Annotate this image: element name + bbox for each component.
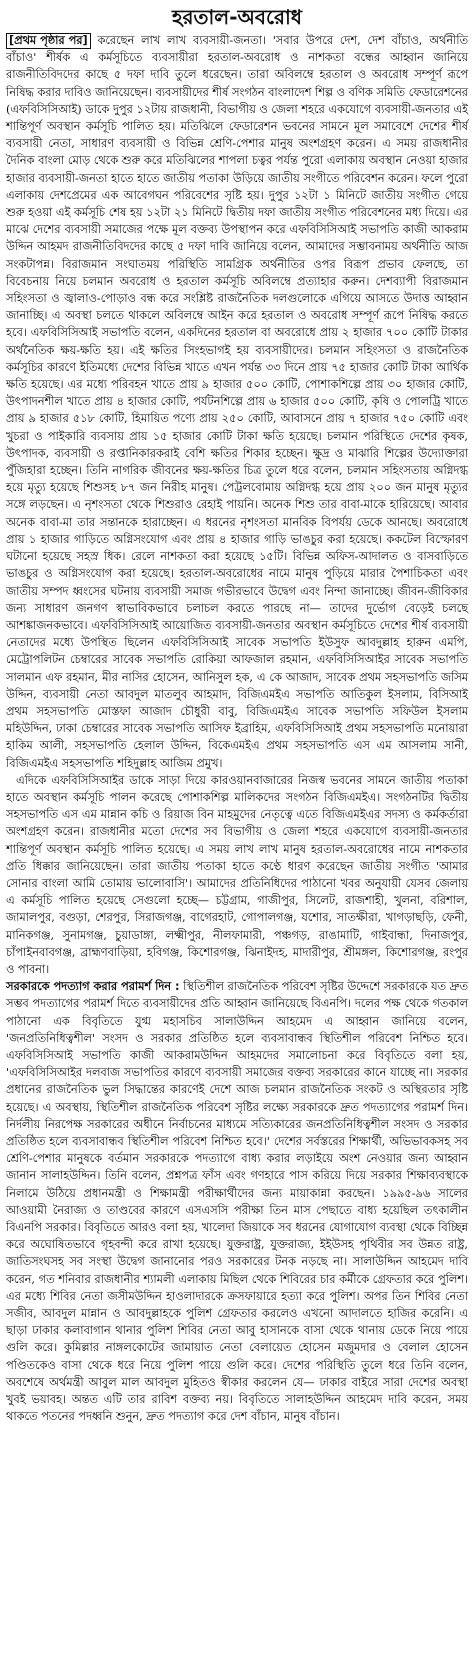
continued-from-front-page-tag: [প্রথম পৃষ্ঠার পর] [6, 33, 91, 49]
paragraph-1-text: করেছেন লাখ লাখ ব্যবসায়ী-জনতা। 'সবার উপরে দেশ, দেশ বাঁচাও, অর্থনীতি বাঁচাও' শীর্ষক এ কর্মসূচিতে ব্যবসায়ীরা হরতাল-অবরোধ ও নাশকতা বন্ধের আহ্বান জানিয়ে রাজনীতিবিদদের কাছে ৫ দফা দাবি তুলে ধরেছেন। তারা অবিলম্বে হরতাল ও অবরোধ সম্পূর্ণ রূপে নিষিদ্ধ করার দাবিও জানিয়েছেন। ব্যবসায়ীদের শীর্ষ সংগঠন বাংলাদেশ শিল্প ও বণিক সমিতি ফেডারেশনের (এফবিসিসিআই) ডাকে দুপুর ১২টায় রাজধানী, বিভাগীয় ও জেলা শহরে একযোগে ব্যবসায়ী-জনতার এই শান্তিপূর্ণ অবস্থান কর্মসূচি পালিত হয়। মতিঝিলে ফেডারেশন ভবনের সামনে মূল সমাবেশে দেশের শীর্ষ ব্যবসায়ী নেতা, সাধারণ ব্যবসায়ী ও বিভিন্ন শ্রেণি-পেশার মানুষ অংশগ্রহণ করেন। এ সময় রাজধানীর দৈনিক বাংলা মোড় থেকে শুরু করে মতিঝিলের শাপলা চত্বর পর্যন্ত পুরো এলাকায় অবস্থান নেওয়া হাজার হাজার ব্যবসায়ী-জনতা হাতে হাতে জাতীয় পতাকা উড়িয়ে জাতীয় সংগীতে পরিবেশন করেন। ফলে পুরো এলাকায় দেশপ্রেমের এক আবেগঘন পরিবেশের সৃষ্টি হয়। দুপুর ১২টা ১ মিনিটে জাতীয় সংগীত গেয়ে শুরু হওয়া এই কর্মসূচি শেষ হয় ১২টা ২১ মিনিটে দ্বিতীয় দফা জাতীয় সংগীত পরিবেশনের মধ্য দিয়ে। এর মাঝে দেশের ব্যবসায়ী সমাজের পক্ষে মূল বক্তব্য উপস্থাপন করে এফবিসিসিআই সভাপতি কাজী আকরাম উদ্দিন আহমদ রাজনীতিবিদদের কাছে ৫ দফা দাবি জানিয়ে বলেন, আমাদের সম্ভাবনাময় অর্থনীতি আজ সংকটাপন্ন। বিরাজমান সংঘাতময় পরিস্থিতি সামগ্রিক অর্থনীতির ওপর বিরূপ প্রভাব ফেলছে, তা বিবেচনায় নিয়ে চলমান অবরোধ ও হরতাল কর্মসূচি অবিলম্বে প্রত্যাহার করুন। দেশব্যাপী বিরাজমান সহিংসতা ও জ্বালাও-পোড়াও বন্ধ করে সংশ্লিষ্ট রাজনৈতিক দলগুলোকে এগিয়ে আসতে উদাত্ত আহ্বান জানাচ্ছি। এ অবস্থা চলতে থাকলে অবিলম্বে আইন করে হরতাল ও অবরোধ সম্পূর্ণ রূপে নিষিদ্ধ করতে হবে। এফবিসিসিআই সভাপতি বলেন, একদিনের হরতাল বা অবরোধে প্রায় ২ হাজার ৭০০ কোটি টাকার অর্থনৈতিক ক্ষয়-ক্ষতি হয়। এই ক্ষতির সিংহভাগই হয় ব্যবসায়ীদের। চলমান সহিংসতা ও রাজনৈতিক কর্মসূচির কারণে ইতিমধ্যে দেশের বিভিন্ন খাতে এখন পর্যন্ত ৩৩ দিনে প্রায় ৭৫ হাজার কোটি টাকা আর্থিক ক্ষতি হয়েছে। এর মধ্যে পরিবহন খাতে প্রায় ৯ হাজার ৫০০ কোটি, পোশাকশিল্পে প্রায় ৩০ হাজার কোটি, উৎপাদনশীল খাতে প্রায় ৪ হাজার কোটি, পর্যটনশিল্পে প্রায় ৬ হাজার ৫০০ কোটি, কৃষি ও পোলট্রি খাতে প্রায় ৯ হাজার ৫১৮ কোটি, হিমায়িত পণ্যে প্রায় ২৫০ কোটি, আবাসনে প্রায় ৭ হাজার ৭৫০ কোটি এবং খুচরা ও পাইকারি ব্যবসায় প্রায় ১৫ হাজার কোটি টাকা ক্ষতি হয়েছে। চলমান পরিস্থিতে দেশের কৃষক, উৎপাদক, ব্যবসায়ী ও রপ্তানিকারকরাই বেশি ক্ষতির শিকার হচ্ছেন। ক্ষুদ্র ও মাঝারি শিল্পের উদ্যোক্তারা পুঁজিহারা হচ্ছেন। তিনি নাগরিক জীবনের ক্ষয়-ক্ষতির চিত্র তুলে ধরে বলেন, চলমান সহিংসতায় অগ্নিদগ্ধ হয়ে মৃত্যু হয়েছে শিশুসহ ৮৭ জন নিরীহ মানুষ। পেট্রলবোমায় অগ্নিদগ্ধ হয়ে প্রায় ২০০ জন মানুষ মৃত্যুর সঙ্গে লড়ছেন। এ নৃশংসতা থেকে শিশুরাও রেহাই পায়নি। অনেক শিশু তার বাবা-মাকে হারিয়েছে। আবার অনেক বাবা-মা তার সন্তানকে হারাচ্ছেন। এ ধরনের নৃশংসতা মানবিক বিপর্যয় ডেকে আনছে। অবরোধে প্রায় ১ হাজার গাড়িতে অগ্নিসংযোগ এবং প্রায় ৪ হাজার গাড়ি ভাঙচুর করা হয়েছে। ককটেল বিস্ফোরণ ঘটানো হয়েছে সহস্র ধিক। রেলে নাশকতা করা হয়েছে ১৫টি। বিভিন্ন অফিস-আদালত ও বাসবাড়িতে ভাঙচুর ও অগ্নিসংযোগ করা হয়েছে। হরতাল-অবরোধের নামে মানুষ পুড়িয়ে মারার পৈশাচিকতা এবং জাতীয় সম্পদ ধ্বংসের ঘটনায় ব্যবসায়ী সমাজ গভীরভাবে উদ্বেগ এবং নিন্দা জানাচ্ছে। জীবন-জীবিকার জন্য সাধারণ জনগণ স্বাভাবিকভাবে চলাচল করতে পারছে না— তাদের দুর্ভোগ বেড়েই চলছে আশঙ্কাজনকভাবে। এফবিসিসিআই আয়োজিত ব্যবসায়ী-জনতার অবস্থান কর্মসূচিতে দেশের শীর্ষ ব্যবসায়ী নেতাদের মধ্যে উপস্থিত ছিলেন এফবিসিসিআই সাবেক সভাপতি ইউসুফ আবদুল্লাহ হারুন এমপি, মেট্রোপলিটন চেম্বারের সাবেক সভাপতি রোকিয়া আফজাল রহমান, এফবিসিসিআইর সাবেক সভাপতি সালমান এফ রহমান, মীর নাসির হোসেন, আনিসুল হক, এ কে আজাদ, সাবেক প্রথম সহসভাপতি জসিম উদ্দিন, ব্যবসায়ী নেতা আবদুল মাতলুব আহমাদ, বিজিএমইএ সভাপতি আতিকুল ইসলাম, বিসিআই প্রথম সহসভাপতি মোস্তফা আজাদ চৌধুরী বাবু, বিজিএমইএ সাবেক সভাপতি সফিউল ইসলাম মহিউদ্দিন, ঢাকা চেম্বারের সাবেক সভাপতি আসিফ ইব্রাহিম, এফবিসিসিআই প্রথম সহসভাপতি মনোয়ারা হাকিম আলী, সহসভাপতি হেলাল উদ্দিন, বিকেএমইএ প্রথম সহসভাপতি এস এম আসলাম সানী, বিজিএমইএ সহসভাপতি শহিদুল্লাহ আজিম প্রমুখ। [6, 34, 469, 770]
continued-tag-text: প্রথম পৃষ্ঠার পর [14, 34, 83, 47]
article-paragraph-1 [6, 32, 468, 772]
article-headline: হরতাল-অবরোধ [171, 5, 303, 29]
paragraph-3-text: স্থিতিশীল রাজনৈতিক পরিবেশ সৃষ্টির উদ্দেশে সরকারকে যত দ্রুত সম্ভব পদত্যাগের পরামর্শ দিতে ব্যবসায়ীদের প্রতি আহ্বান জানিয়েছে বিএনপি। দলের পক্ষ থেকে গতকাল পাঠানো এক বিবৃতিতে যুগ্ম মহাসচিব সালাউদ্দিন আহমেদ এ আহ্বান জানিয়ে বলেন, 'জনপ্রতিনিধিত্বশীল' সংসদ ও সরকার প্রতিষ্ঠিত হলে ব্যবসাবান্ধব স্থিতিশীল পরিবেশ নিশ্চিত হবে। এফবিসিসিআই সভাপতি কাজী আকরামউদ্দিন আহমদের সমালোচনা করে বিবৃতিতে বলা হয়, 'এফবিসিসিআইর দলবাজ সভাপতির কারণে ব্যবসায়ী সমাজের বক্তব্য সরকারের কানে যাচ্ছে না। সরকার প্রধানের রাজনৈতিক ভুল সিদ্ধান্তের কারণেই দেশে আজ চলমান রাজনৈতিক সংকট ও অস্থিরতার সৃষ্টি হয়েছে। এ অবস্থায়, স্থিতিশীল রাজনৈতিক পরিবেশ সৃষ্টির লক্ষ্যে সরকারকে দ্রুত পদত্যাগের পরামর্শ দিন। নির্দলীয় নিরপেক্ষ সরকারের অধীনে নির্বাচনের মাধ্যমে সত্যিকারের জনপ্রতিনিধিত্বশীল সংসদ ও সরকার প্রতিষ্ঠিত হলে ব্যবসাবান্ধব স্থিতিশীল পরিবেশ নিশ্চিত হবে।' দেশের সর্বস্তরের শিক্ষার্থী, অভিভাবকসহ সব শ্রেণি-পেশার মানুষকে বর্তমান সরকারকে পদত্যাগে বাধ্য করার লড়াইয়ে অংশ নেওয়ার জন্য আহ্বান জানান সালাহউদ্দিন। তিনি বলেন, প্রশ্নপত্র ফাঁস এবং গণহারে পাস করিয়ে দিয়ে সরকার শিক্ষাব্যবস্থাকে নিলামে উঠিয়ে প্রধানমন্ত্রী ও শিক্ষামন্ত্রী পরীক্ষার্থীদের জন্য মায়াকান্না করছেন। ১৯৯৫-৯৬ সালের আওয়ামী নৈরাজ্য ও তাণ্ডবের কারণে এসএসসি পরীক্ষা তিন মাস পেছাতে বাধ্য হয়েছিল তৎকালীন বিএনপি সরকার। বিবৃতিতে আরও বলা হয়, খালেদা জিয়াকে সব ধরনের যোগাযোগ ব্যবস্থা থেকে বিচ্ছিন্ন করে অঘোষিতভাবে গৃহবন্দী করে রাখা হয়েছে। যুক্তরাষ্ট্র, যুক্তরাজ্য, ইইউসহ পৃথিবীর সব উন্নত রাষ্ট্র, জাতিসংঘসহ সব সংস্থা উদ্বেগ জানানোর পরও সরকারের টনক নড়ছে না। সালাউদ্দিন আহমেদ দাবি করেন, গত শনিবার রাজধানীর শ্যামলী এলাকায় মিছিল থেকে শিবিরের চার কর্মীকে গ্রেফতার করে পুলিশ। এর মধ্যে শিবির নেতা জসীমউদ্দিন হাওলাদারকে ক্রসফায়ারে হত্যা করে পুলিশ। অপর তিন শিবির নেতা সজীব, আবদুল মান্নান ও আবদুল্লাহকে পুলিশ গ্রেফতার করলেও এখনো আদালতে হাজির করেনি। এ ছাড়া ঢাকার কলাবাগান থানার পুলিশ শিবির নেতা আবু হাসানকে বাসা থেকে থানায় ডেকে নিয়ে পায়ে গুলি করে। কুমিল্লার নাঙ্গলকোটের জামায়াত নেতা বেলায়েত হোসেন মজুমদার ও বেলাল হোসেন পণ্ডিতকেও বাসা থেকে ধরে নিয়ে পুলিশ পায়ে গুলি করে। দেশের পরিস্থিতি তুলে ধরে তিনি বলেন, অবশেষে অর্থমন্ত্রী আবুল মাল আবদুল মুহিতও স্বীকার করলেন যে— ঢাকার বাইরে সারা দেশের অবস্থা খুবই ভয়াবহ। অন্তত এটি তার রাবিশ বক্তব্য নয়। বিবৃতিতে সালাহউদ্দিন আহমেদ দাবি করেন, সময় থাকতে পতনের পদধ্বনি শুনুন, দ্রুত পদত্যাগ করে দেশ বাঁচান, মানুষ বাঁচান। [6, 980, 468, 1424]
article-paragraph-2: এদিকে এফবিসিসিআইর ডাকে সাড়া দিয়ে কারওয়ানবাজারের নিজস্ব ভবনের সামনে জাতীয় পতাকা হাতে অবস্থান কর্মসূচি পালন করেছে পোশাকশিল্প মালিকদের সংগঠন বিজিএমইএ। সংগঠনটির দ্বিতীয় সহসভাপতি এস এম মান্নান কচি ও রিয়াজ বিন মাহমুদের নেতৃত্বে এতে বিজিএমইএর সদস্য ও কর্মকর্তারা অংশগ্রহণ করেন। রাজধানীর মতো দেশের সব বিভাগীয় ও জেলা শহরে একযোগে ব্যবসায়ী-জনতার শান্তিপূর্ণ অবস্থান কর্মসূচি পালিত হয়েছে। এ সময় লাখ লাখ মানুষ হরতাল-অবরোধের নামে নাশকতার প্রতি ধিক্কার জানিয়েছেন। তারা জাতীয় পতাকা হাতে কণ্ঠে ধারণ করেছেন জাতীয় সংগীত 'আমার সোনার বাংলা আমি তোমায় ভালোবাসি'। আমাদের প্রতিনিধিদের পাঠানো খবর অনুযায়ী যেসব জেলায় এ কর্মসূচি পালিত হয়েছে সেগুলো হচ্ছে— চট্টগ্রাম, গাজীপুর, সিলেট, রাজশাহী, খুলনা, বরিশাল, জামালপুর, বগুড়া, শেরপুর, সিরাজগঞ্জ, বাগেরহাট, গোপালগঞ্জ, যশোর, সাতক্ষীরা, খাগড়াছড়ি, ফেনী, মানিকগঞ্জ, সুনামগঞ্জ, চুয়াডাঙ্গা, লক্ষ্মীপুর, নীলফামারী, পঞ্চগড়, রাঙামাটি, গাইবান্ধা, দিনাজপুর, চাঁপাইনবাবগঞ্জ, ব্রাহ্মণবাড়িয়া, হবিগঞ্জ, কিশোরগঞ্জ, ঝিনাইদহ, মাদারীপুর, শ্রীমঙ্গল, কিশোরগঞ্জ, রংপুর ও পাবনা। [6, 773, 468, 976]
section-subheading: সরকারকে পদত্যাগ করার পরামর্শ দিন : [6, 980, 180, 994]
article-paragraph-3 [6, 978, 468, 1425]
